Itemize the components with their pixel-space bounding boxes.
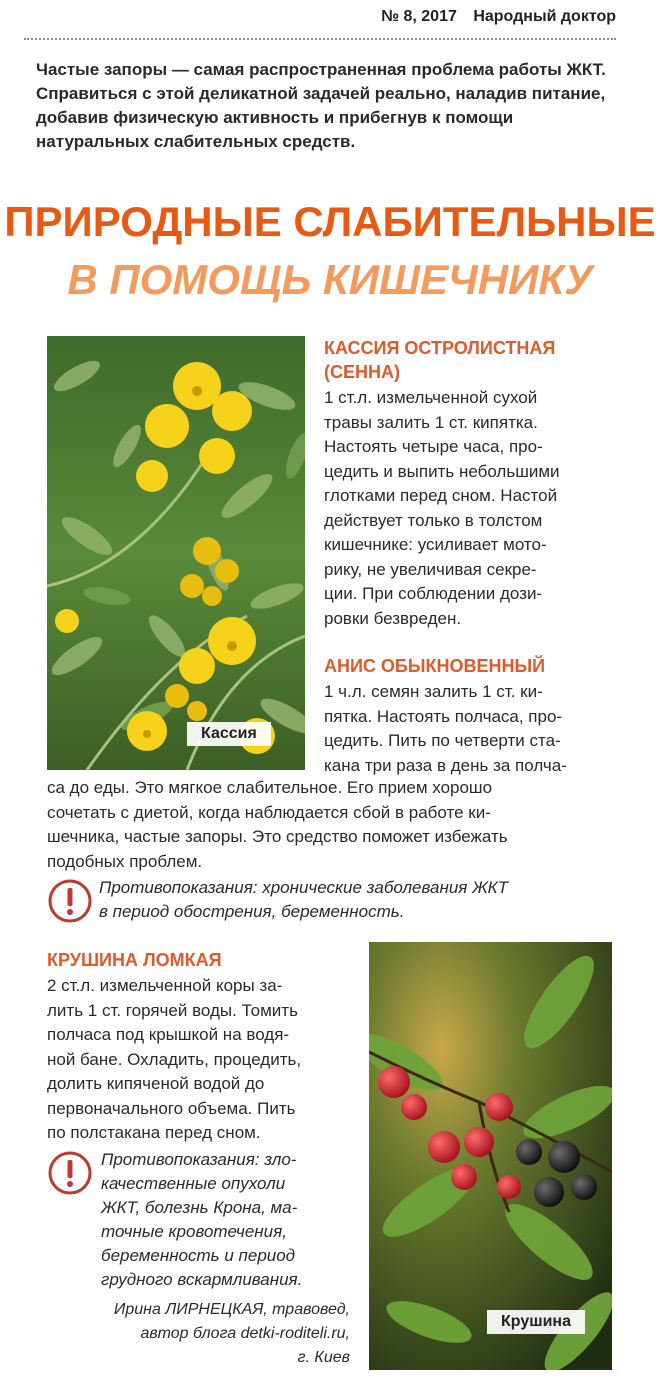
buckthorn-line: долить кипяченой водой до: [47, 1074, 265, 1093]
buckthorn-warning: [47, 1148, 357, 1292]
cassia-line: Настоять четыре часа, про-: [324, 437, 543, 456]
cassia-title-line1: КАССИЯ ОСТРОЛИСТНАЯ: [324, 338, 556, 358]
cassia-line: ции. При соблюдении дози-: [324, 584, 543, 603]
buckthorn-body: [47, 974, 352, 1146]
warning-line: беременность и период: [101, 1246, 296, 1265]
cassia-line: глотками перед сном. Настой: [324, 486, 558, 505]
cassia-line: действует только в толстом: [324, 510, 543, 530]
author-city: г. Киев: [297, 1349, 350, 1366]
anise-body-narrow: [324, 680, 614, 778]
warning-line: в период обострения, беременность.: [99, 902, 405, 921]
anise-section: [324, 654, 614, 778]
anise-body-wide: [47, 776, 615, 874]
cassia-photo-caption: Кассия: [187, 722, 271, 746]
author-signature: [60, 1298, 350, 1370]
cassia-line: рику, не увеличивая секре-: [324, 559, 537, 579]
warning-icon: [47, 878, 93, 924]
cassia-section: [324, 336, 614, 631]
publication-name: Народный доктор: [473, 8, 616, 25]
cassia-line: ровки безвреден.: [324, 608, 462, 628]
buckthorn-line: первоначального объема. Пить: [47, 1098, 296, 1118]
warning-line: Противопоказания: зло-: [101, 1150, 297, 1169]
buckthorn-line: полчаса под крышкой на водя-: [47, 1025, 290, 1044]
warning-line: грудного вскармливания.: [101, 1270, 303, 1289]
anise-line: сочетать с диетой, когда наблюдается сбой в работе ки-: [47, 802, 491, 822]
warning-line: Противопоказания: хронические заболевания ЖКТ: [99, 878, 509, 897]
buckthorn-warning-text: [101, 1148, 357, 1292]
warning-line: ЖКТ, болезнь Крона, ма-: [101, 1198, 298, 1217]
cassia-photo: [47, 336, 305, 770]
anise-line: 1 ч.л. семян залить 1 ст. ки-: [324, 682, 543, 701]
warning-icon: [47, 1150, 93, 1196]
anise-line: подобных проблем.: [47, 851, 203, 871]
cassia-body: [324, 386, 614, 631]
anise-warning-text: [99, 876, 627, 924]
anise-warning: [47, 876, 627, 924]
buckthorn-line: по полстакана перед сном.: [47, 1123, 261, 1142]
anise-line: шечника, частые запоры. Это средство поможет избежать: [47, 827, 508, 846]
buckthorn-title: КРУШИНА ЛОМКАЯ: [47, 950, 222, 970]
header-divider: [24, 38, 616, 40]
issue-number: № 8, 2017: [381, 8, 457, 25]
article-title-line1: ПРИРОДНЫЕ СЛАБИТЕЛЬНЫЕ: [4, 198, 656, 245]
buckthorn-line: лить 1 ст. горячей воды. Томить: [47, 1000, 298, 1020]
lead-paragraph: Частые запоры — самая распространенная проблема работы ЖКТ. Справиться с этой деликатной задачей реально, наладив питание, добавив физическую активность и прибегнув к помощи натуральных слабительных средств.: [36, 60, 606, 151]
cassia-plant-illustration: [47, 336, 305, 770]
buckthorn-photo: [369, 942, 612, 1370]
page-header: [381, 8, 616, 26]
cassia-line: кишечнике: усиливает мото-: [324, 535, 547, 554]
buckthorn-line: 2 ст.л. измельченной коры за-: [47, 976, 283, 995]
buckthorn-line: ной бане. Охладить, процедить,: [47, 1049, 302, 1069]
anise-title: АНИС ОБЫКНОВЕННЫЙ: [324, 656, 546, 676]
cassia-title-line2: (СЕННА): [324, 362, 400, 382]
author-blog: автор блога detki-roditeli.ru,: [140, 1325, 350, 1342]
warning-line: качественные опухоли: [101, 1174, 286, 1193]
cassia-line: травы залить 1 ст. кипятка.: [324, 412, 538, 432]
anise-line: кана три раза в день за полча-: [324, 755, 567, 775]
anise-line: цедить. Пить по четверти ста-: [324, 731, 561, 750]
article-title-line2: В ПОМОЩЬ КИШЕЧНИКУ: [67, 256, 593, 303]
anise-line: пятка. Настоять полчаса, про-: [324, 706, 563, 726]
buckthorn-photo-caption: Крушина: [487, 1310, 585, 1334]
buckthorn-section: [47, 948, 352, 1146]
warning-line: точные кровотечения,: [101, 1222, 287, 1241]
buckthorn-plant-illustration: [369, 942, 612, 1370]
cassia-line: 1 ст.л. измельченной сухой: [324, 388, 538, 407]
author-name: Ирина ЛИРНЕЦКАЯ, травовед,: [113, 1301, 350, 1318]
cassia-line: цедить и выпить небольшими: [324, 461, 560, 481]
anise-line: са до еды. Это мягкое слабительное. Его прием хорошо: [47, 778, 493, 797]
